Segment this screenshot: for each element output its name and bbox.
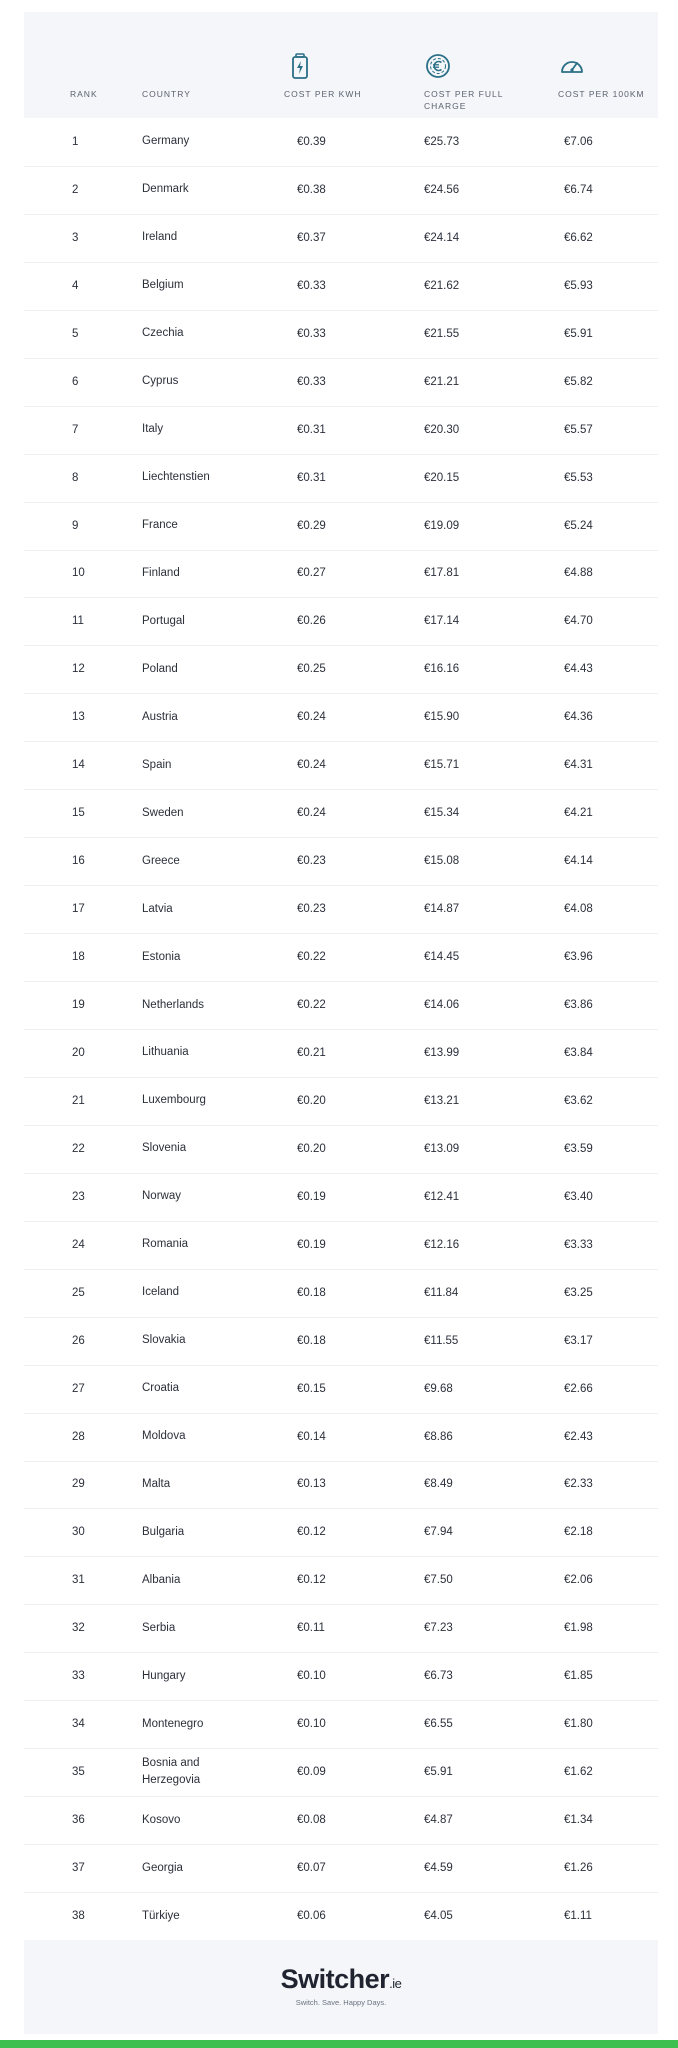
cost-per-100km-cell: €4.43 (564, 663, 593, 676)
brand-name: Switcher (280, 1964, 390, 1994)
table-row (24, 406, 658, 455)
cost-per-100km-cell: €6.74 (564, 183, 593, 196)
rank-cell: 6 (72, 375, 79, 388)
rank-cell: 15 (72, 807, 85, 820)
cost-per-full-charge-cell: €25.73 (424, 135, 460, 148)
cost-per-100km-cell: €3.33 (564, 1238, 593, 1251)
rank-cell: 21 (72, 1094, 85, 1107)
cost-per-100km-cell: €1.26 (564, 1862, 593, 1875)
rank-cell: 24 (72, 1238, 85, 1251)
speedometer-icon (558, 52, 586, 80)
country-cell: Finland (142, 566, 180, 579)
cost-per-100km-cell: €4.21 (564, 807, 593, 820)
cost-per-full-charge-cell: €20.30 (424, 423, 460, 436)
cost-per-100km-cell: €6.62 (564, 231, 593, 244)
country-cell: Sweden (142, 806, 184, 819)
cost-per-100km-cell: €3.96 (564, 951, 593, 964)
header-cost-per-full-charge (424, 88, 503, 112)
cost-per-kwh-cell: €0.24 (297, 759, 326, 772)
cost-per-kwh-cell: €0.10 (297, 1670, 326, 1683)
cost-per-kwh-cell: €0.19 (297, 1238, 326, 1251)
cost-per-full-charge-cell: €12.41 (424, 1190, 460, 1203)
cost-per-full-charge-cell: €4.87 (424, 1814, 453, 1827)
rank-cell: 13 (72, 711, 85, 724)
table-row (24, 214, 658, 263)
header-rank: RANK (70, 89, 98, 99)
table-row (24, 1269, 658, 1318)
cost-per-full-charge-cell: €21.21 (424, 375, 460, 388)
table-row (24, 1508, 658, 1557)
cost-per-full-charge-cell: €6.55 (424, 1718, 453, 1731)
cost-per-100km-cell: €1.34 (564, 1814, 593, 1827)
rank-cell: 12 (72, 663, 85, 676)
cost-per-full-charge-cell: €7.94 (424, 1526, 453, 1539)
rank-cell: 27 (72, 1382, 85, 1395)
table-row (24, 1077, 658, 1126)
cost-per-full-charge-cell: €21.55 (424, 327, 460, 340)
country-cell: Georgia (142, 1861, 183, 1874)
country-cell: Albania (142, 1573, 181, 1586)
cost-per-kwh-cell: €0.06 (297, 1910, 326, 1923)
table-row (24, 1221, 658, 1270)
table-row (24, 118, 658, 167)
table-row (24, 166, 658, 215)
ev-charging-cost-table (24, 12, 658, 2034)
rank-cell: 14 (72, 759, 85, 772)
rank-cell: 9 (72, 519, 79, 532)
table-row (24, 502, 658, 551)
cost-per-kwh-cell: €0.07 (297, 1862, 326, 1875)
battery-icon (286, 52, 314, 80)
country-cell: Greece (142, 854, 180, 867)
table-row (24, 262, 658, 311)
cost-per-100km-cell: €5.53 (564, 471, 593, 484)
cost-per-full-charge-cell: €13.21 (424, 1094, 460, 1107)
country-cell: Spain (142, 758, 172, 771)
header-cost-per-kwh: COST PER KWH (284, 89, 362, 99)
cost-per-kwh-cell: €0.39 (297, 135, 326, 148)
rank-cell: 32 (72, 1622, 85, 1635)
table-row (24, 1556, 658, 1605)
cost-per-full-charge-cell: €6.73 (424, 1670, 453, 1683)
cost-per-full-charge-cell: €7.23 (424, 1622, 453, 1635)
rank-cell: 5 (72, 327, 79, 340)
switcher-logo (24, 1964, 658, 1995)
rank-cell: 36 (72, 1814, 85, 1827)
cost-per-100km-cell: €1.62 (564, 1766, 593, 1779)
rank-cell: 4 (72, 279, 79, 292)
rank-cell: 33 (72, 1670, 85, 1683)
country-cell: Bulgaria (142, 1525, 185, 1538)
cost-per-full-charge-cell: €17.14 (424, 615, 460, 628)
table-row (24, 1700, 658, 1749)
cost-per-full-charge-cell: €15.34 (424, 807, 460, 820)
cost-per-full-charge-cell: €14.87 (424, 903, 460, 916)
table-row (24, 1796, 658, 1845)
cost-per-100km-cell: €1.98 (564, 1622, 593, 1635)
cost-per-kwh-cell: €0.10 (297, 1718, 326, 1731)
cost-per-100km-cell: €5.93 (564, 279, 593, 292)
table-row (24, 358, 658, 407)
cost-per-kwh-cell: €0.18 (297, 1334, 326, 1347)
cost-per-full-charge-cell: €24.56 (424, 183, 460, 196)
country-cell: Belgium (142, 279, 184, 292)
country-cell: Latvia (142, 902, 173, 915)
cost-per-100km-cell: €2.66 (564, 1382, 593, 1395)
cost-per-100km-cell: €4.31 (564, 759, 593, 772)
cost-per-full-charge-cell: €14.45 (424, 951, 460, 964)
table-row (24, 310, 658, 359)
rank-cell: 8 (72, 471, 79, 484)
table-row (24, 789, 658, 838)
rank-cell: 31 (72, 1574, 85, 1587)
cost-per-kwh-cell: €0.20 (297, 1094, 326, 1107)
cost-per-100km-cell: €4.36 (564, 711, 593, 724)
cost-per-kwh-cell: €0.33 (297, 327, 326, 340)
rank-cell: 16 (72, 855, 85, 868)
country-cell: Luxembourg (142, 1094, 206, 1107)
rank-cell: 20 (72, 1046, 85, 1059)
cost-per-kwh-cell: €0.13 (297, 1478, 326, 1491)
cost-per-kwh-cell: €0.37 (297, 231, 326, 244)
country-cell: Czechia (142, 327, 184, 340)
rank-cell: 37 (72, 1862, 85, 1875)
cost-per-full-charge-cell: €17.81 (424, 567, 460, 580)
table-row (24, 1365, 658, 1414)
cost-per-100km-cell: €5.24 (564, 519, 593, 532)
footer (24, 1940, 658, 2034)
cost-per-kwh-cell: €0.26 (297, 615, 326, 628)
cost-per-100km-cell: €3.59 (564, 1142, 593, 1155)
cost-per-100km-cell: €2.33 (564, 1478, 593, 1491)
table-row (24, 1173, 658, 1222)
cost-per-full-charge-cell: €8.49 (424, 1478, 453, 1491)
table-row (24, 1604, 658, 1653)
rank-cell: 18 (72, 951, 85, 964)
cost-per-100km-cell: €7.06 (564, 135, 593, 148)
cost-per-kwh-cell: €0.25 (297, 663, 326, 676)
bottom-accent-bar (0, 2040, 678, 2048)
cost-per-full-charge-cell: €15.71 (424, 759, 460, 772)
cost-per-kwh-cell: €0.24 (297, 807, 326, 820)
country-cell: Austria (142, 710, 178, 723)
table-row (24, 645, 658, 694)
cost-per-full-charge-cell: €15.90 (424, 711, 460, 724)
table-row (24, 1461, 658, 1510)
cost-per-full-charge-cell: €24.14 (424, 231, 460, 244)
table-header (24, 12, 658, 118)
cost-per-full-charge-cell: €20.15 (424, 471, 460, 484)
cost-per-100km-cell: €2.43 (564, 1430, 593, 1443)
cost-per-kwh-cell: €0.21 (297, 1046, 326, 1059)
cost-per-kwh-cell: €0.33 (297, 279, 326, 292)
cost-per-full-charge-cell: €12.16 (424, 1238, 460, 1251)
cost-per-kwh-cell: €0.15 (297, 1382, 326, 1395)
cost-per-full-charge-cell: €11.84 (424, 1286, 459, 1299)
rank-cell: 3 (72, 231, 79, 244)
country-cell: Montenegro (142, 1717, 204, 1730)
country-cell: Slovenia (142, 1142, 187, 1155)
cost-per-full-charge-cell: €7.50 (424, 1574, 453, 1587)
country-cell: Moldova (142, 1430, 186, 1443)
cost-per-kwh-cell: €0.31 (297, 423, 326, 436)
cost-per-100km-cell: €4.14 (564, 855, 593, 868)
table-row (24, 454, 658, 503)
cost-per-kwh-cell: €0.38 (297, 183, 326, 196)
cost-per-kwh-cell: €0.23 (297, 855, 326, 868)
cost-per-100km-cell: €1.11 (564, 1910, 592, 1923)
table-row (24, 885, 658, 934)
cost-per-full-charge-cell: €5.91 (424, 1766, 453, 1779)
rank-cell: 38 (72, 1910, 85, 1923)
table-row (24, 550, 658, 599)
cost-per-100km-cell: €3.86 (564, 999, 593, 1012)
rank-cell: 1 (72, 135, 79, 148)
cost-per-kwh-cell: €0.08 (297, 1814, 326, 1827)
cost-per-full-charge-cell: €19.09 (424, 519, 460, 532)
cost-per-full-charge-cell: €13.09 (424, 1142, 460, 1155)
cost-per-100km-cell: €3.40 (564, 1190, 593, 1203)
cost-per-100km-cell: €3.62 (564, 1094, 593, 1107)
rank-cell: 29 (72, 1478, 85, 1491)
country-cell: Poland (142, 662, 178, 675)
cost-per-100km-cell: €3.25 (564, 1286, 593, 1299)
cost-per-100km-cell: €4.88 (564, 567, 593, 580)
rank-cell: 7 (72, 423, 79, 436)
rank-cell: 30 (72, 1526, 85, 1539)
rank-cell: 17 (72, 903, 85, 916)
header-full-line1: COST PER FULL (424, 89, 504, 99)
country-cell: Croatia (142, 1382, 180, 1395)
country-cell: Liechtenstien (142, 471, 210, 484)
rank-cell: 35 (72, 1766, 85, 1779)
table-row (24, 837, 658, 886)
table-row (24, 1317, 658, 1366)
country-cell: Cyprus (142, 375, 179, 388)
cost-per-full-charge-cell: €4.05 (424, 1910, 453, 1923)
country-cell: Kosovo (142, 1813, 181, 1826)
country-cell: Türkiye (142, 1909, 180, 1922)
cost-per-100km-cell: €4.70 (564, 615, 593, 628)
table-row (24, 1844, 658, 1893)
header-cost-per-100km: COST PER 100KM (558, 89, 645, 99)
table-row (24, 741, 658, 790)
brand-tld: .ie (389, 1976, 402, 1991)
cost-per-kwh-cell: €0.31 (297, 471, 326, 484)
cost-per-full-charge-cell: €9.68 (424, 1382, 453, 1395)
rank-cell: 22 (72, 1142, 85, 1155)
country-cell: Bosnia and Herzegovia (142, 1757, 201, 1787)
cost-per-100km-cell: €3.84 (564, 1046, 593, 1059)
rank-cell: 34 (72, 1718, 85, 1731)
table-row (24, 1652, 658, 1701)
table-row (24, 597, 658, 646)
cost-per-100km-cell: €2.06 (564, 1574, 593, 1587)
cost-per-kwh-cell: €0.12 (297, 1574, 326, 1587)
rank-cell: 11 (72, 615, 84, 628)
cost-per-kwh-cell: €0.18 (297, 1286, 326, 1299)
country-cell: Hungary (142, 1669, 186, 1682)
country-cell: Lithuania (142, 1046, 189, 1059)
cost-per-100km-cell: €2.18 (564, 1526, 593, 1539)
country-cell: Germany (142, 135, 190, 148)
rank-cell: 26 (72, 1334, 85, 1347)
cost-per-kwh-cell: €0.22 (297, 999, 326, 1012)
country-cell: Italy (142, 423, 164, 436)
cost-per-kwh-cell: €0.29 (297, 519, 326, 532)
rank-cell: 10 (72, 567, 85, 580)
header-country: COUNTRY (142, 89, 191, 99)
country-cell: Malta (142, 1477, 171, 1490)
country-cell: Slovakia (142, 1334, 186, 1347)
cost-per-full-charge-cell: €4.59 (424, 1862, 453, 1875)
country-cell: Portugal (142, 614, 185, 627)
cost-per-100km-cell: €5.57 (564, 423, 593, 436)
cost-per-full-charge-cell: €15.08 (424, 855, 460, 868)
cost-per-full-charge-cell: €11.55 (424, 1334, 459, 1347)
cost-per-kwh-cell: €0.22 (297, 951, 326, 964)
table-row (24, 693, 658, 742)
cost-per-full-charge-cell: €21.62 (424, 279, 460, 292)
cost-per-100km-cell: €3.17 (564, 1334, 593, 1347)
rank-cell: 23 (72, 1190, 85, 1203)
rank-cell: 2 (72, 183, 79, 196)
table-row (24, 1125, 658, 1174)
cost-per-100km-cell: €5.91 (564, 327, 593, 340)
cost-per-100km-cell: €1.80 (564, 1718, 593, 1731)
country-cell: Serbia (142, 1621, 176, 1634)
cost-per-full-charge-cell: €14.06 (424, 999, 460, 1012)
rank-cell: 19 (72, 999, 85, 1012)
cost-per-kwh-cell: €0.27 (297, 567, 326, 580)
table-row (24, 1029, 658, 1078)
rank-cell: 25 (72, 1286, 85, 1299)
cost-per-100km-cell: €4.08 (564, 903, 593, 916)
country-cell: Estonia (142, 950, 181, 963)
table-row (24, 981, 658, 1030)
rank-cell: 28 (72, 1430, 85, 1443)
table-row (24, 1748, 658, 1797)
cost-per-kwh-cell: €0.09 (297, 1766, 326, 1779)
cost-per-kwh-cell: €0.19 (297, 1190, 326, 1203)
tagline: Switch. Save. Happy Days. (295, 1998, 387, 2007)
country-cell: Netherlands (142, 998, 205, 1011)
table-row (24, 1892, 658, 1941)
cost-per-100km-cell: €5.82 (564, 375, 593, 388)
cost-per-full-charge-cell: €13.99 (424, 1046, 460, 1059)
country-cell: Ireland (142, 231, 178, 244)
cost-per-kwh-cell: €0.11 (297, 1622, 325, 1635)
table-row (24, 933, 658, 982)
cost-per-kwh-cell: €0.33 (297, 375, 326, 388)
country-cell: France (142, 519, 178, 532)
cost-per-100km-cell: €1.85 (564, 1670, 593, 1683)
cost-per-full-charge-cell: €8.86 (424, 1430, 453, 1443)
cost-per-kwh-cell: €0.14 (297, 1430, 326, 1443)
country-cell: Romania (142, 1238, 189, 1251)
cost-per-kwh-cell: €0.12 (297, 1526, 326, 1539)
country-cell: Denmark (142, 183, 189, 196)
cost-per-kwh-cell: €0.23 (297, 903, 326, 916)
header-full-line2: CHARGE (424, 101, 467, 111)
euro-coin-icon (424, 52, 452, 80)
cost-per-full-charge-cell: €16.16 (424, 663, 460, 676)
cost-per-kwh-cell: €0.20 (297, 1142, 326, 1155)
country-cell: Norway (142, 1190, 181, 1203)
cost-per-kwh-cell: €0.24 (297, 711, 326, 724)
country-cell: Iceland (142, 1286, 180, 1299)
table-row (24, 1413, 658, 1462)
